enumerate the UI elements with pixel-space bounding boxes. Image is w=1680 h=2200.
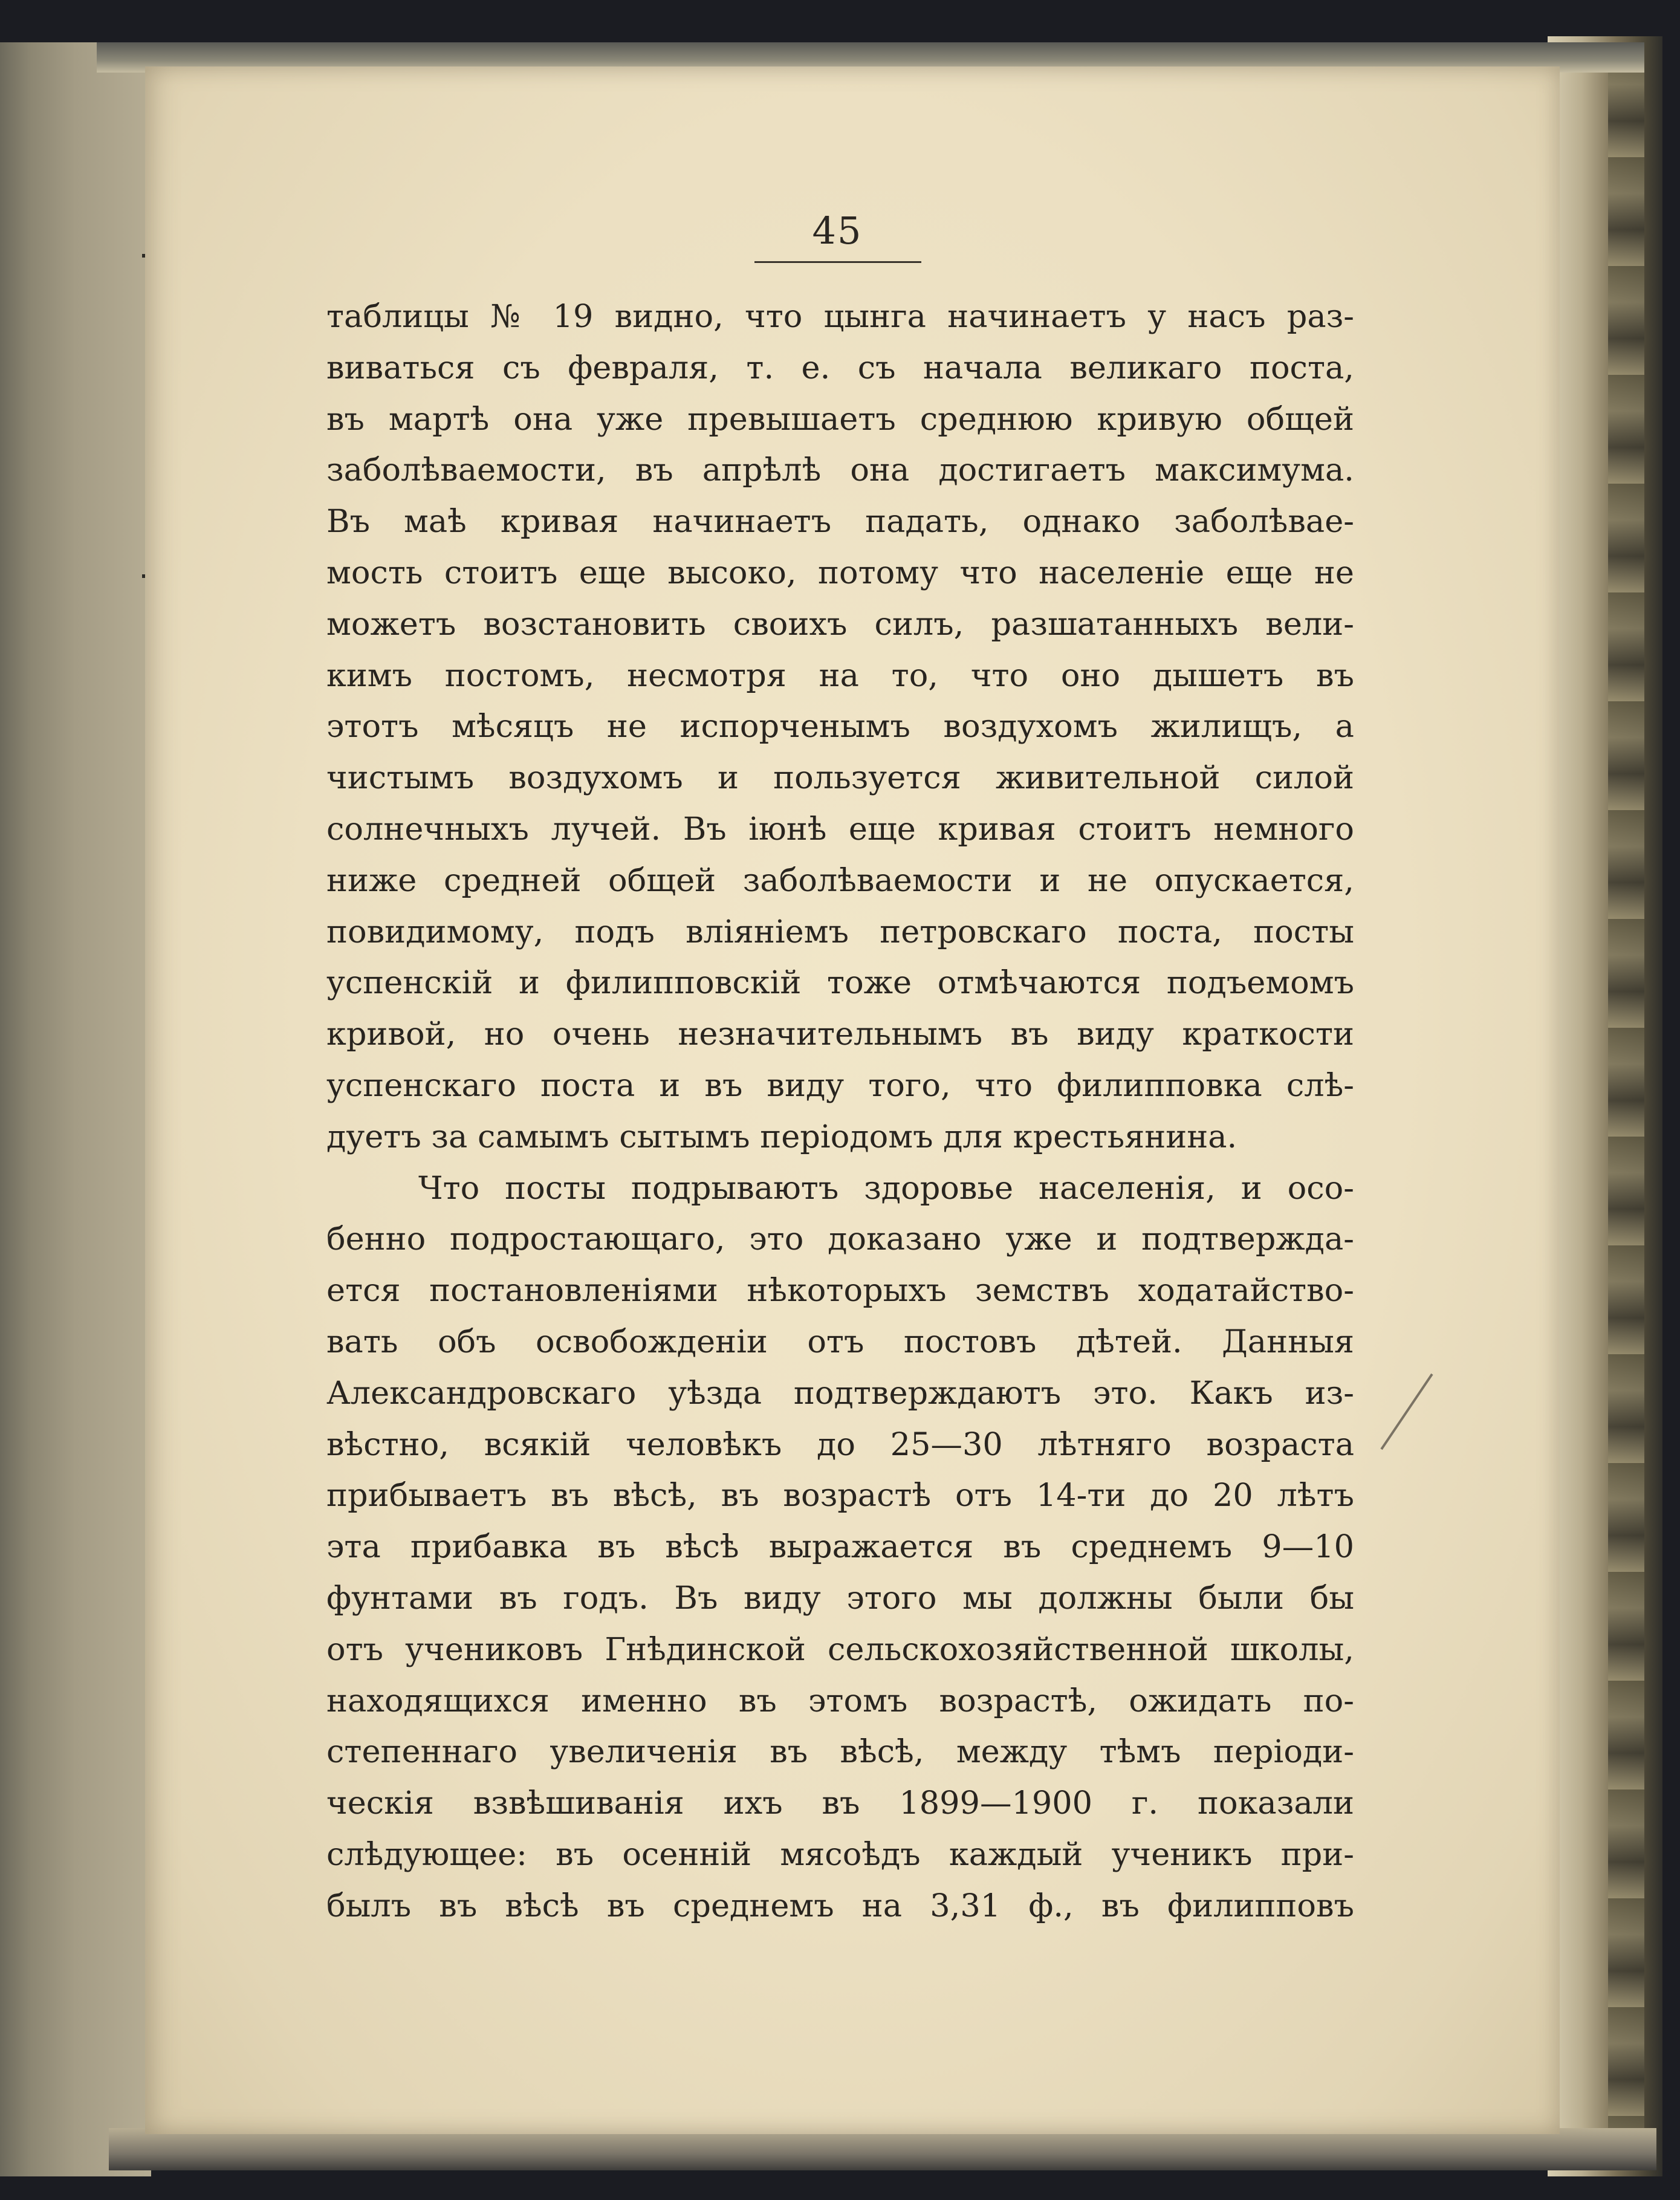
page-number-rule — [754, 261, 921, 263]
text-line: отъ учениковъ Гнѣдинской сельскохозяйственной школы, — [326, 1631, 1354, 1668]
paragraph-start-line: Что посты подрываютъ здоровье населенія, и осо- — [418, 1169, 1354, 1207]
text-line: ческія взвѣшиванія ихъ въ 1899—1900 г. показали — [326, 1785, 1354, 1822]
right-book-edge — [1548, 36, 1662, 2176]
bottom-book-edge — [109, 2128, 1656, 2170]
text-line: можетъ возстановить своихъ силъ, разшатанныхъ вели- — [326, 605, 1354, 643]
page-text — [326, 291, 1354, 1932]
text-line: вать объ освобожденіи отъ постовъ дѣтей. Данныя — [326, 1323, 1354, 1360]
text-line: успенскаго поста и въ виду того, что филипповка слѣ- — [326, 1066, 1354, 1104]
text-line: эта прибавка въ вѣсѣ выражается въ среднемъ 9—10 — [326, 1528, 1354, 1566]
left-page-edge — [0, 42, 151, 2176]
text-line: вѣстно, всякій человѣкъ до 25—30 лѣтняго возраста — [326, 1426, 1354, 1463]
text-line: бенно подростающаго, это доказано уже и подтвержда- — [326, 1221, 1354, 1258]
text-line: кимъ постомъ, несмотря на то, что оно дышетъ въ — [326, 657, 1354, 694]
text-line: слѣдующее: въ осенній мясоѣдъ каждый ученикъ при- — [326, 1835, 1354, 1873]
text-line: повидимому, подъ вліяніемъ петровскаго поста, посты — [326, 913, 1354, 950]
text-line: таблицы № 19 видно, что цынга начинаетъ у насъ раз- — [326, 298, 1354, 335]
text-line: кривой, но очень незначительнымъ въ виду краткости — [326, 1016, 1354, 1053]
text-line: Въ маѣ кривая начинаетъ падать, однако заболѣвае- — [326, 503, 1354, 540]
text-line: этотъ мѣсяцъ не испорченымъ воздухомъ жилищъ, а — [326, 708, 1354, 745]
text-line: виваться съ февраля, т. е. съ начала великаго поста, — [326, 349, 1354, 386]
text-line: прибываетъ въ вѣсѣ, въ возрастѣ отъ 14-ти до 20 лѣтъ — [326, 1477, 1354, 1514]
text-line: заболѣваемости, въ апрѣлѣ она достигаетъ максимума. — [326, 452, 1354, 489]
text-line: былъ въ вѣсѣ въ среднемъ на 3,31 ф., въ филипповъ — [326, 1887, 1354, 1924]
text-line: въ мартѣ она уже превышаетъ среднюю кривую общей — [326, 400, 1354, 438]
text-line: ется постановленіями нѣкоторыхъ земствъ ходатайство- — [326, 1272, 1354, 1309]
paragraph-end-line: дуетъ за самымъ сытымъ періодомъ для крестьянина. — [326, 1118, 1237, 1155]
text-line: мость стоитъ еще высоко, потому что населеніе еще не — [326, 554, 1354, 591]
text-line: успенскій и филипповскій тоже отмѣчаются подъемомъ — [326, 964, 1354, 1002]
text-line: солнечныхъ лучей. Въ іюнѣ еще кривая стоитъ немного — [326, 810, 1354, 848]
text-line: находящихся именно въ этомъ возрастѣ, ожидать по- — [326, 1682, 1354, 1719]
text-line: степеннаго увеличенія въ вѣсѣ, между тѣмъ періоди- — [326, 1733, 1354, 1771]
text-line: ниже средней общей заболѣваемости и не опускается, — [326, 862, 1354, 899]
page-number: 45 — [812, 209, 863, 253]
text-line: чистымъ воздухомъ и пользуется живительной силой — [326, 759, 1354, 797]
text-line: фунтами въ годъ. Въ виду этого мы должны были бы — [326, 1579, 1354, 1617]
book-spine-strip — [1608, 48, 1644, 2152]
text-line: Александровскаго уѣзда подтверждаютъ это. Какъ из- — [326, 1374, 1354, 1412]
